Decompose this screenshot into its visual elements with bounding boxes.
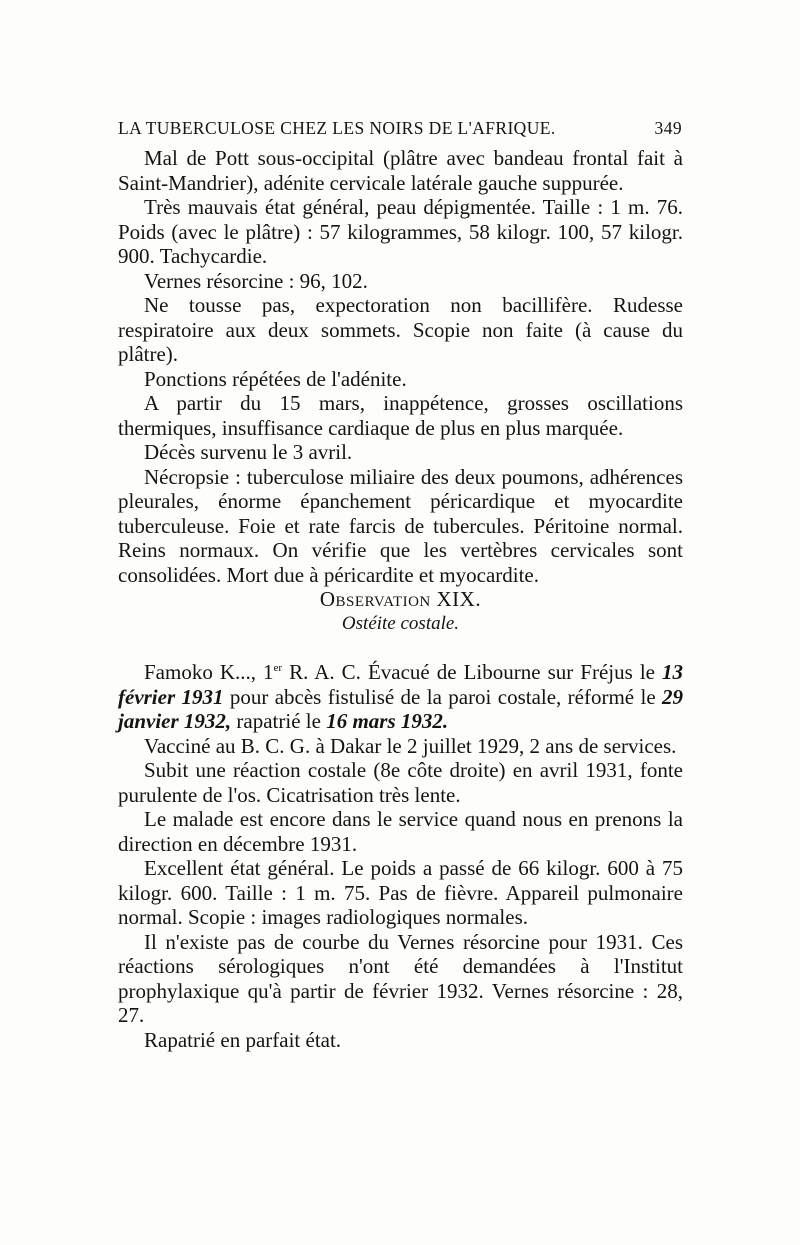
running-title: LA TUBERCULOSE CHEZ LES NOIRS DE L'AFRIQUE. xyxy=(118,118,556,138)
intro-text: R. A. C. Évacué de Libourne sur Fréjus le xyxy=(282,660,662,684)
date-evacuation: 13 février 1931 xyxy=(118,660,683,709)
section-gap xyxy=(118,636,683,660)
patient-intro-paragraph xyxy=(118,660,683,734)
date-repatriation: 16 mars 1932. xyxy=(326,709,449,733)
page-number: 349 xyxy=(654,118,682,138)
observation-heading: Observation XIX. xyxy=(319,587,482,611)
paragraph: Vernes résorcine : 96, 102. xyxy=(144,268,368,293)
paragraph: Rapatrié en parfait état. xyxy=(144,1027,342,1052)
running-head xyxy=(118,118,682,139)
paragraph: Ne tousse pas, expectoration non bacillifère. Rudesse respiratoire aux deux sommets. Scopie non faite (à cause du plâtre). xyxy=(118,293,683,366)
date-reform: 29 janvier 1932, xyxy=(118,684,683,733)
observation-subtitle: Ostéite costale. xyxy=(341,612,460,634)
intro-text: pour abcès fistulisé de la paroi costale, réformé le xyxy=(223,684,662,709)
paragraph: Nécropsie : tuberculose miliaire des deux poumons, adhérences pleurales, énorme épanchement péricardique et myocardite tuberculeuse. Foie et rate farcis de tubercules. Péritoine normal. Reins normaux. On vérifie que les vertèbres cervicales sont consolidées. Mort due à péricardite et myocardite. xyxy=(118,464,683,587)
paragraph: Très mauvais état général, peau dépigmentée. Taille : 1 m. 76. Poids (avec le plâtre) : 57 kilogrammes, 58 kilogr. 100, 57 kilogr. 900. Tachycardie. xyxy=(118,195,683,268)
paragraph: Vacciné au B. C. G. à Dakar le 2 juillet 1929, 2 ans de services. xyxy=(144,733,677,758)
superscript: er xyxy=(273,662,283,674)
paragraph: Mal de Pott sous-occipital (plâtre avec bandeau frontal fait à Saint-Mandrier), adénite cervicale latérale gauche suppurée. xyxy=(118,146,683,195)
body-text xyxy=(118,146,683,1052)
paragraph: A partir du 15 mars, inappétence, grosses oscillations thermiques, insuffisance cardiaque de plus en plus marquée. xyxy=(118,391,683,440)
intro-text: rapatrié le xyxy=(231,709,327,733)
patient-name: Famoko K..., 1 xyxy=(144,660,274,684)
paragraph: Ponctions répétées de l'adénite. xyxy=(144,366,407,391)
paragraph: Le malade est encore dans le service quand nous en prenons la direction en décembre 1931. xyxy=(118,807,683,856)
paragraph: Il n'existe pas de courbe du Vernes résorcine pour 1931. Ces réactions sérologiques n'ont été demandées à l'Institut prophylaxique qu'à partir de février 1932. Vernes résorcine : 28, 27. xyxy=(118,929,683,1027)
paragraph: Décès survenu le 3 avril. xyxy=(144,440,353,464)
paragraph: Subit une réaction costale (8e côte droite) en avril 1931, fonte purulente de l'os. Cicatrisation très lente. xyxy=(118,758,683,807)
paragraph: Excellent état général. Le poids a passé de 66 kilogr. 600 à 75 kilogr. 600. Taille : 1 m. 75. Pas de fièvre. Appareil pulmonaire normal. Scopie : images radiologiques normales. xyxy=(118,856,683,929)
